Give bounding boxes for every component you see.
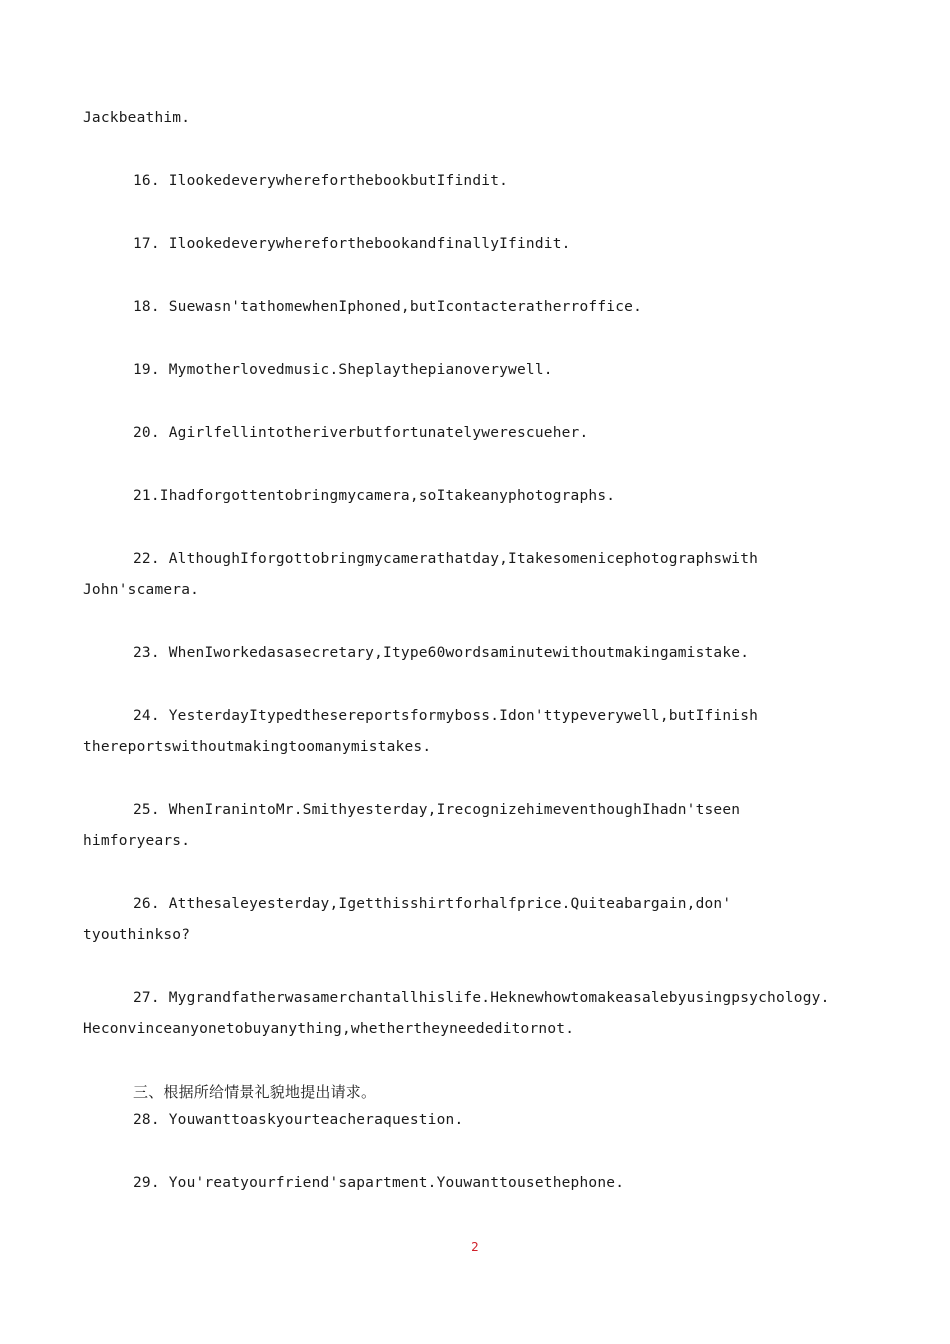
exercise-item-21: 21.Ihadforgottentobringmycamera,soItakeanyphotographs. (133, 488, 616, 504)
exercise-item-20: 20. Agirlfellintotheriverbutfortunatelywerescueher. (133, 425, 589, 441)
exercise-item-29: 29. You'reatyourfriend'sapartment.Youwanttousethephone. (133, 1175, 625, 1191)
exercise-item-22-continuation: John'scamera. (83, 582, 200, 598)
exercise-item-26-continuation: tyouthinkso? (83, 927, 191, 943)
exercise-item-24: 24. YesterdayItypedthesereportsformyboss.Idon'ttypeverywell,butIfinish (133, 708, 759, 724)
exercise-item-19: 19. Mymotherlovedmusic.Sheplaythepianoverywell. (133, 362, 553, 378)
exercise-item-27: 27. Mygrandfatherwasamerchantallhislife.Heknewhowtomakeasalebyusingpsychology. (133, 990, 830, 1006)
page-number: 2 (471, 1240, 479, 1254)
text-line: Jackbeathim. (83, 110, 191, 126)
exercise-item-27-continuation: Heconvinceanyonetobuyanything,whethertheyneededitornot. (83, 1021, 575, 1037)
exercise-item-25-continuation: himforyears. (83, 833, 191, 849)
exercise-item-24-continuation: thereportswithoutmakingtoomanymistakes. (83, 739, 432, 755)
exercise-item-16: 16. IlookedeverywhereforthebookbutIfindit. (133, 173, 509, 189)
exercise-item-26: 26. Atthesaleyesterday,Igetthisshirtforhalfprice.Quiteabargain,don' (133, 896, 732, 912)
exercise-item-22: 22. AlthoughIforgottobringmycamerathatday,Itakesomenicephotographswith (133, 551, 759, 567)
exercise-item-17: 17. IlookedeverywhereforthebookandfinallyIfindit. (133, 236, 571, 252)
exercise-item-18: 18. Suewasn'tathomewhenIphoned,butIcontacteratherroffice. (133, 299, 642, 315)
exercise-item-25: 25. WhenIranintoMr.Smithyesterday,IrecognizehimeventhoughIhadn'tseen (133, 802, 741, 818)
exercise-item-28: 28. Youwanttoaskyourteacheraquestion. (133, 1112, 464, 1128)
exercise-item-23: 23. WhenIworkedasasecretary,Itype60wordsaminutewithoutmakingamistake. (133, 645, 750, 661)
section-heading: 三、根据所给情景礼貌地提出请求。 (133, 1083, 377, 1101)
